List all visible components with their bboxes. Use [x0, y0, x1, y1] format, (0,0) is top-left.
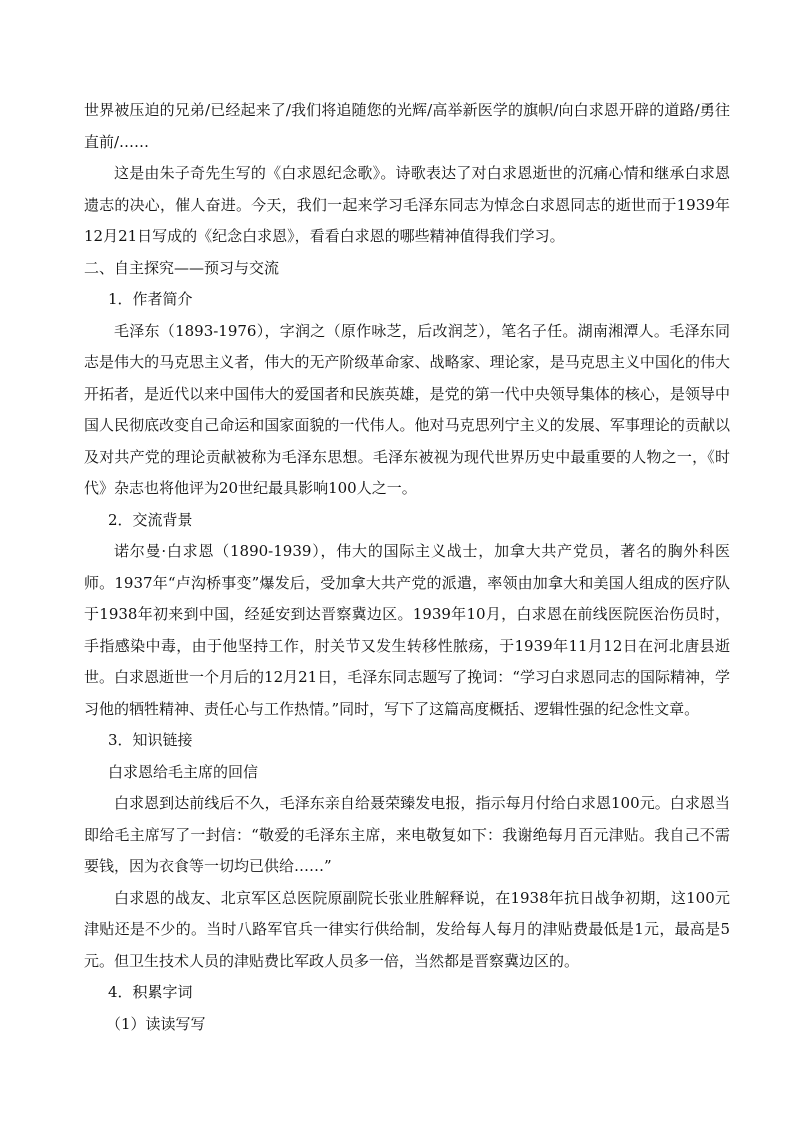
document-body: [84, 95, 730, 1040]
knowledge-link-heading: 3．知识链接: [108, 731, 193, 749]
vocabulary-heading: 4．积累字词: [108, 983, 193, 1001]
poem-excerpt: 世界被压迫的兄弟/已经起来了/我们将追随您的光辉/高举新医学的旗帜/向白求恩开辟的道路/勇往直前/……: [84, 101, 730, 151]
author-intro-heading: 1．作者简介: [108, 290, 193, 308]
read-write-subheading: （1）读读写写: [106, 1014, 206, 1033]
section-heading: 二、自主探究——预习与交流: [84, 258, 280, 277]
author-intro-paragraph: 毛泽东（1893-1976），字润之（原作咏芝，后改润芝），笔名子任。湖南湘潭人。毛泽东同志是伟大的马克思主义者，伟大的无产阶级革命家、战略家、理论家，是马克思主义中国化的伟大开拓者，是近代以来中国伟大的爱国者和民族英雄，是党的第一代中央领导集体的核心，是领导中国人民彻底改变自己命运和国家面貌的一代伟人。他对马克思列宁主义的发展、军事理论的贡献以及对共产党的理论贡献被称为毛泽东思想。毛泽东被视为现代世界历史中最重要的人物之一，《时代》杂志也将他评为20世纪最具影响100人之一。: [84, 321, 730, 497]
letter-paragraph: 白求恩到达前线后不久，毛泽东亲自给聂荣臻发电报，指示每月付给白求恩100元。白求恩当即给毛主席写了一封信：“敬爱的毛泽东主席，来电敬复如下：我谢绝每月百元津贴。我自己不需要钱，因为衣食等一切均已供给……”: [84, 794, 730, 875]
intro-paragraph: 这是由朱子奇先生写的《白求恩纪念歌》。诗歌表达了对白求恩逝世的沉痛心情和继承白求恩遗志的决心，催人奋进。今天，我们一起来学习毛泽东同志为悼念白求恩同志的逝世而于1939年12月21日写成的《纪念白求恩》，看看白求恩的哪些精神值得我们学习。: [84, 164, 730, 245]
allowance-paragraph: 白求恩的战友、北京军区总医院原副院长张业胜解释说，在1938年抗日战争初期，这100元津贴还是不少的。当时八路军官兵一律实行供给制，发给每人每月的津贴费最低是1元，最高是5元。但卫生技术人员的津贴费比军政人员多一倍，当然都是晋察冀边区的。: [84, 888, 730, 970]
background-heading: 2．交流背景: [108, 510, 193, 529]
background-paragraph: 诺尔曼·白求恩（1890-1939），伟大的国际主义战士，加拿大共产党员，著名的胸外科医师。1937年“卢沟桥事变”爆发后，受加拿大共产党的派遣，率领由加拿大和美国人组成的医疗队于1938年初来到中国，经延安到达晋察冀边区。1939年10月，白求恩在前线医院医治伤员时，手指感染中毒，由于他坚持工作，肘关节又发生转移性脓疡，于1939年11月12日在河北唐县逝世。白求恩逝世一个月后的12月21日，毛泽东同志题写了挽词：“学习白求恩同志的国际精神，学习他的牺牲精神、责任心与工作热情。”同时，写下了这篇高度概括、逻辑性强的纪念性文章。: [84, 542, 730, 718]
letter-subtitle: 白求恩给毛主席的回信: [108, 762, 259, 781]
